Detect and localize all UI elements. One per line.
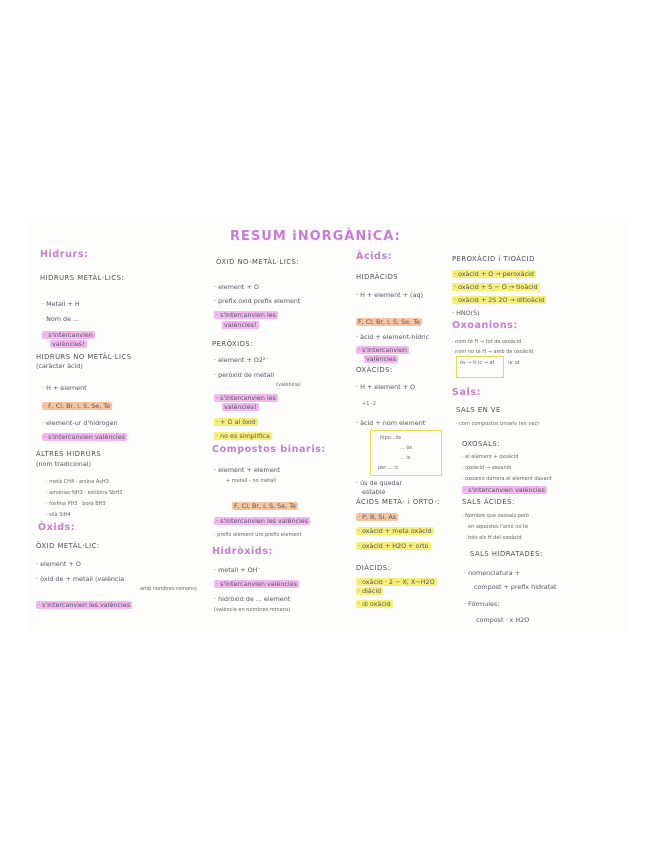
note-line: amb nombres romans) [140,586,197,592]
note-line: · element-ur d'hidrogen [42,419,118,427]
heading-sals: Sals: [452,387,481,398]
subheading-sals-ve: SALS EN VE [456,406,501,414]
note-line: · element + O [36,560,81,568]
note-line-highlight: · F, Cl, Br, I, S, Se, Te [44,402,111,410]
page-title: RESUM iNORGÀNiCA: [230,229,401,244]
note-line-highlight: · oxàcid + 2S 2O → ditioàcid [454,296,545,304]
note-line: · ús de quedar [356,479,403,487]
note-line-highlight: F, Cl, Br, I, S, Se, Te [358,318,420,326]
note-line: · H + element [42,384,87,392]
note-line-highlight: F, Cl, Br, I, S, Se, Te [234,502,296,510]
note-line-highlight: valències! [224,321,257,329]
note-line-highlight: · no es simplifica [216,432,270,440]
note-line: · òxid de + metall (valència [36,575,125,583]
note-line-highlight: valències! [52,340,85,348]
subheading-hidrurs-no-metallics: HIDRURS NO METÀL·LICS [36,353,132,361]
note-line: · prefix òxid prefix element [214,297,301,305]
note-line: · metall + OH⁻ [214,566,261,574]
subheading-acids-meta-orto: ÀCIDS META- i ORTO-: [356,498,440,506]
note-line: tots els H del oxoàcid [468,535,522,541]
note-line: · H + element + O [356,383,416,391]
table-row: ... ic [400,455,411,461]
note-line-highlight: · s'intercanvien valències [44,433,125,441]
subheading-oxacids: OXÀCIDS: [356,366,393,374]
note-line-highlight: valències [366,355,397,363]
table-row: per ... ic [378,465,399,471]
note-line: · el element + oxoàcid [462,454,519,460]
table-row: ... ós [400,445,413,451]
note-line: + metall - no metall [226,478,277,484]
note-line: · nom té H → tot de oxoàcid [452,339,522,345]
note-line: · com compostos binaris (en vez) [456,421,540,427]
note-line-highlight: · di oxàcid [358,600,391,608]
note-line: (valència en nombres romans) [214,607,291,613]
subheading-sals-acides: SALS ÀCIDES: [462,498,515,506]
note-line: · àcid + element-hídric [356,333,430,341]
list-item: · silà SiH4 [46,512,71,518]
subheading-diacids: DIÀCIDS: [356,564,391,572]
subheading-hidrurs-metallics: HIDRURS METÀL·LICS: [40,274,125,282]
note-line-highlight: · s'intercanvien les [216,394,276,402]
note-line-highlight: · oxàcid + S − O → tioàcid [454,283,538,291]
subheading-peroxacid-tioacid: PEROXÀCID i TIOÀCID [452,255,535,263]
list-item: · metà CH4 · arsina AsH3 [46,479,109,485]
note-line: · Nom de ... [42,315,80,323]
note-line: · peròxid de metall [214,371,275,379]
heading-acids: Àcids: [356,251,393,262]
list-item: · fosfina PH3 · borà BH3 [46,501,106,507]
note-line: · àcid + nom element [356,419,426,427]
heading-oxids: Òxids: [38,522,76,533]
note-line-highlight: · s'intercanvien valències [464,486,545,494]
subheading-hidracids: HIDRÀCIDS [356,273,399,281]
note-line: compost + prefix hidratat [474,583,557,591]
note-line: · hidròxid de ... element [214,595,291,603]
note-line: (caràcter àcid) [36,362,83,370]
subheading-peroxids: PERÒXIDS: [212,340,254,348]
note-line-highlight: · s'intercanvien [358,346,407,354]
note-line: compost · x H2O [476,616,530,624]
subheading-oxid-no-metallics: ÒXID NO-METÀL·LICS: [216,258,300,266]
note-line: (nom tradicional) [36,460,92,468]
note-line-highlight: · diàcid [358,587,382,595]
note-line-highlight: · s'intercanvien les valències [216,517,309,525]
note-line: · H + element + (aq) [356,291,424,299]
heading-compostos-binaris: Compostos binaris: [212,444,326,455]
note-line-highlight: · + O al òxid [216,418,256,426]
heading-oxoanions: Oxoanions: [452,320,518,331]
note-line: · element + element [214,466,281,474]
note-line: (valència) [276,382,301,388]
note-line: · Nombre que oxosals però [462,513,529,519]
note-line: · nomenclatura + [464,569,520,577]
heading-hidrurs: Hidrurs: [40,249,89,260]
subheading-oxosals: OXOSALS: [462,440,500,448]
note-line-highlight: · oxàcid + H2O + orto [358,542,429,550]
note-line: +1 -2 [362,401,376,407]
subheading-altres-hidrurs: ALTRES HIDRURS [36,450,102,458]
list-item: · amoníac NH3 · estibina SbH3 [46,490,123,496]
note-line-highlight: · s'intercanvien les valències [38,601,131,609]
note-line: · Fórmules: [464,600,500,608]
note-line-highlight: · P, B, Si, As [358,513,397,521]
subheading-sals-hidratades: SALS HIDRATADES: [470,550,543,558]
table-row: hipo...ós [380,435,402,441]
note-line-highlight: · oxàcid + meta oxàcid [358,527,432,535]
note-line: · oxoanió darrera el element davant [462,476,552,482]
note-line: ur at [508,360,520,366]
note-line: en aquestes l'anió no té [468,524,529,530]
note-line: · Metall + H [42,300,80,308]
note-line: · prefix element uro prefix element [214,532,302,538]
note-line-highlight: valències! [224,403,257,411]
note-line-highlight: · oxàcid + O → peroxàcid [454,270,534,278]
note-line: · element + O [214,283,259,291]
subheading-oxid-metallic: ÒXID METÀL·LIC: [36,542,100,550]
note-line-highlight: · s'intercanvien valències [216,580,297,588]
note-line-highlight: · oxàcid · 2 − X; X−H2O [358,578,435,586]
note-line: · HNO(S) [452,309,480,317]
note-line: ós → it ic → at [460,360,495,366]
note-line: · element + O2²⁻ [214,356,269,364]
note-line: · oxoàcid → oxoanió [462,465,512,471]
note-line: estable [362,488,386,496]
heading-hidroxids: Hidròxids: [212,546,273,557]
note-line-highlight: · s'intercanvien les [216,311,276,319]
note-line: · nom no té H → amb de oxoàcid [452,349,534,355]
note-line-highlight: · s'intercanvien [44,331,93,339]
